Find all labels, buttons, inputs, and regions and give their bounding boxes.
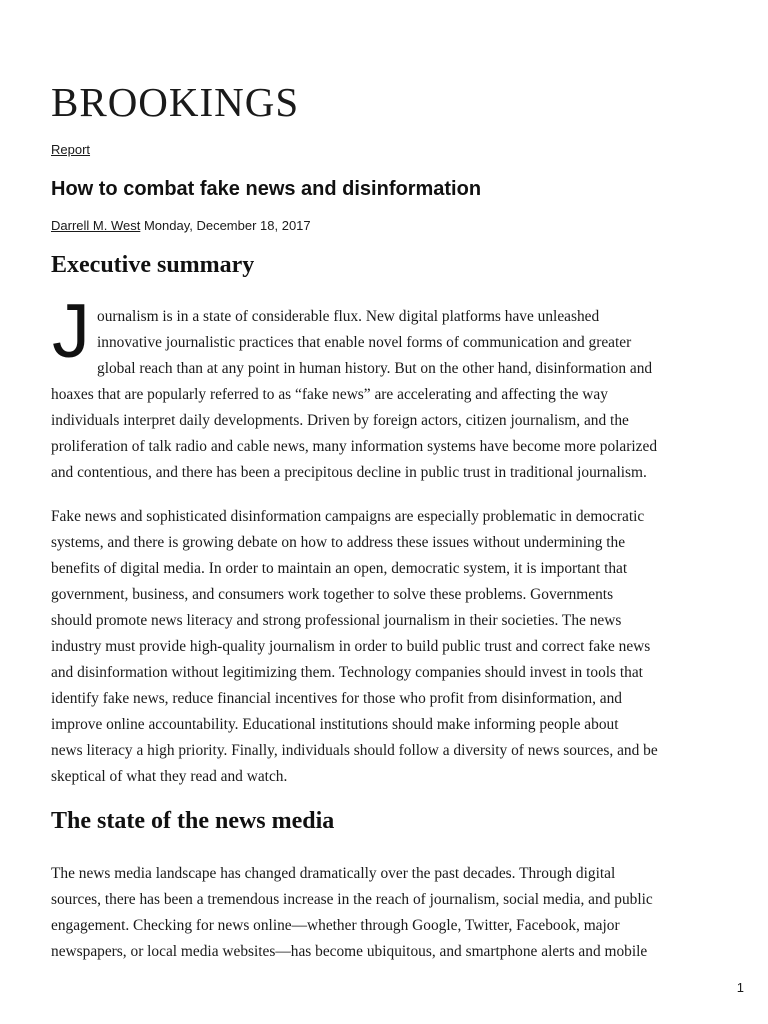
paragraph-line: newspapers, or local media websites—has become ubiquitous, and smartphone alerts and mobile xyxy=(51,943,648,960)
paragraph-line: innovative journalistic practices that enable novel forms of communication and greater xyxy=(97,334,632,351)
executive-summary-heading: Executive summary xyxy=(51,252,255,278)
paragraph-line: benefits of digital media. In order to maintain an open, democratic system, it is important that xyxy=(51,560,628,577)
paragraph-line: news literacy a high priority. Finally, individuals should follow a diversity of news sources, and be xyxy=(51,742,658,759)
paragraph-line: sources, there has been a tremendous increase in the reach of journalism, social media, and public xyxy=(51,891,653,908)
paragraph-line: skeptical of what they read and watch. xyxy=(51,768,288,785)
drop-cap: J xyxy=(52,289,90,374)
executive-summary-paragraph-1 xyxy=(51,304,721,486)
paragraph-line: should promote news literacy and strong professional journalism in their societies. The news xyxy=(51,612,622,629)
paragraph-line: and contentious, and there has been a precipitous decline in public trust in traditional journalism. xyxy=(51,464,647,481)
brookings-logo[interactable]: BROOKINGS xyxy=(51,79,300,125)
executive-summary-paragraph-2 xyxy=(51,504,721,790)
paragraph-line: identify fake news, reduce financial incentives for those who profit from disinformation, and xyxy=(51,690,622,707)
paragraph-line: hoaxes that are popularly referred to as “fake news” are accelerating and affecting the way xyxy=(51,386,608,403)
paragraph-line: government, business, and consumers work together to solve these problems. Governments xyxy=(51,586,614,603)
byline xyxy=(51,218,311,233)
paragraph-line: engagement. Checking for news online—whether through Google, Twitter, Facebook, major xyxy=(51,917,620,934)
paragraph-line: improve online accountability. Educational institutions should make informing people about xyxy=(51,716,619,733)
paragraph-line: industry must provide high-quality journalism in order to build public trust and correct fake news xyxy=(51,638,651,655)
news-media-paragraph xyxy=(51,861,721,965)
report-link[interactable]: Report xyxy=(51,142,91,157)
state-of-news-media-heading: The state of the news media xyxy=(51,808,335,834)
article-title: How to combat fake news and disinformation xyxy=(51,178,482,200)
paragraph-line: and disinformation without legitimizing them. Technology companies should invest in tools that xyxy=(51,664,643,681)
paragraph-line: Fake news and sophisticated disinformation campaigns are especially problematic in democratic xyxy=(51,508,645,525)
paragraph-line: ournalism is in a state of considerable flux. New digital platforms have unleashed xyxy=(97,308,600,325)
author-link[interactable]: Darrell M. West xyxy=(51,218,141,233)
paragraph-line: proliferation of talk radio and cable news, many information systems have become more polarized xyxy=(51,438,658,455)
paragraph-line: systems, and there is growing debate on how to address these issues without undermining the xyxy=(51,534,626,551)
page-number: 1 xyxy=(736,980,744,995)
paragraph-line: individuals interpret daily developments. Driven by foreign actors, citizen journalism, and the xyxy=(51,412,629,429)
paragraph-line: The news media landscape has changed dramatically over the past decades. Through digital xyxy=(51,865,616,882)
paragraph-line: global reach than at any point in human history. But on the other hand, disinformation and xyxy=(97,360,653,377)
publish-date: Monday, December 18, 2017 xyxy=(143,218,311,233)
